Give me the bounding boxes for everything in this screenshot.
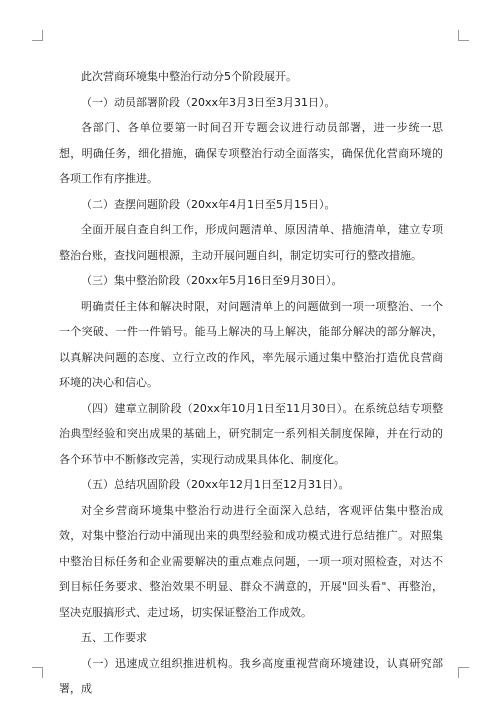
stage-5-body: 对全乡营商环境集中整治行动进行全面深入总结，客观评估集中整治成效，对集中整治行动中涌现出来的典型经验和成功模式进行总结推广。对照集中整治目标任务和企业需要解决的重点难点问题，一项一项对照检查，对达不到目标任务要求、整治效果不明显、群众不满意的，开展"回头看"、再整治，坚决克服搞形式、走过场，切实保证整治工作成效。 — [59, 503, 443, 619]
stage-3-heading: （三）集中整治阶段（20xx年5月16日至9月30日）。 — [81, 274, 343, 287]
requirement-1-paragraph: （一）迅速成立组织推进机构。我乡高度重视营商环境建设，认真研究部署，成 — [59, 656, 443, 695]
stage-4-paragraph: （四）建章立制阶段（20xx年10月1日至11月30日）。在系统总结专项整治典型经验和突出成果的基础上，研究制定一系列相关制度保障，并在行动的各个环节中不断修改完善，实现行动成果具体化、制度化。 — [59, 401, 443, 466]
crop-mark-top-left — [32, 30, 43, 41]
stage-2-body: 全面开展自查自纠工作，形成问题清单、原因清单、措施清单，建立专项整治台账，查找问题根源，主动开展问题自纠，制定切实可行的整改措施。 — [59, 223, 443, 262]
crop-mark-bottom-right — [458, 667, 469, 678]
stage-1-heading: （一）动员部署阶段（20xx年3月3日至3月31日）。 — [81, 95, 336, 109]
stage-1-body: 各部门、各单位要第一时间召开专题会议进行动员部署，进一步统一思想，明确任务，细化措施，确保专项整治行动全面落实，确保优化营商环境的各项工作有序推进。 — [59, 121, 443, 185]
document-body — [59, 64, 443, 702]
crop-mark-bottom-left — [32, 667, 43, 678]
stage-5-heading: （五）总结巩固阶段（20xx年12月1日至12月31日）。 — [81, 478, 350, 491]
intro-paragraph: 此次营商环境集中整治行动分5个阶段展开。 — [81, 70, 297, 83]
crop-mark-top-right — [458, 30, 469, 41]
stage-3-body: 明确责任主体和解决时限，对问题清单上的问题做到一项一项整治、一个一个突破、一件一件销号。能马上解决的马上解决，能部分解决的部分解决，以真解决问题的态度、立行立改的作风，率先展示通过集中整治打造优良营商环境的决心和信心。 — [59, 299, 443, 389]
section-5-heading: 五、工作要求 — [81, 631, 147, 644]
stage-2-heading: （二）查摆问题阶段（20xx年4月1日至5月15日）。 — [81, 197, 336, 211]
